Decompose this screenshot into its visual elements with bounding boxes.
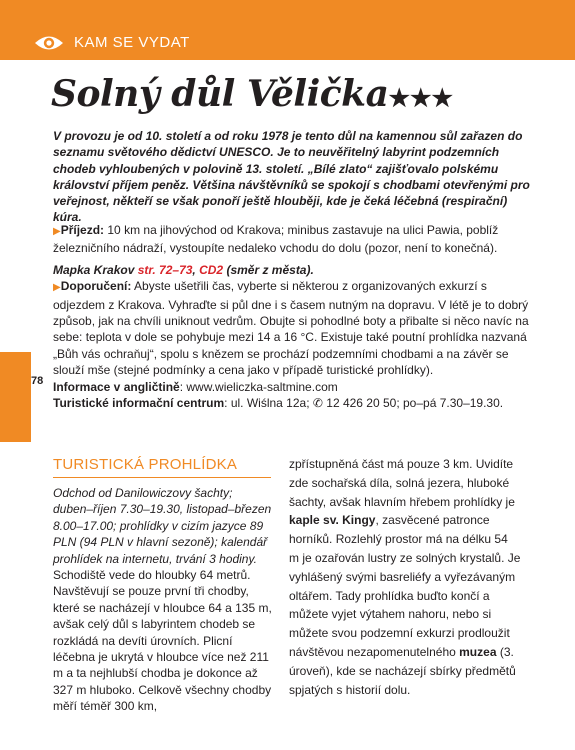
title-text: Solný důl Vělička [51,73,389,115]
tour-heading: TURISTICKÁ PROHLÍDKA [53,456,238,473]
practical-info [53,222,533,411]
phone-icon: ✆ [312,396,323,411]
english-label: Informace v angličtině [53,379,180,394]
tip-text: Abyste ušetřili čas, vyberte si některou z organizovaných exkurzí s odjezdem z Krakova. Vyhraďte si půl dne i s časem nutným na dopravu. V létě je to dobrý způsob, jak na chvíli uniknout vedrům. Obujte si pohodlné boty a přibalte si něco navíc na sebe: teplota v dole se pohybuje mezi 14 a 16 °C. Existuje také poutní prohlídka nazvaná „Bůh vás ochraňuj“, spolu s knězem se prochází podzemními chodbami a na závěr se slouží mše (stejné podmínky a cena jako v případě turistické prohlídky). [53,279,529,378]
tour-column-right [289,455,521,699]
tourist-label: Turistické informační centrum [53,396,225,411]
museum-name: muzea [459,644,497,659]
page-title [51,70,453,122]
page-edge-tab [0,352,31,442]
map-direction: (směr z města). [223,262,314,277]
arrival-text: 10 km na jihovýchod od Krakova; minibus zastavuje na ulici Pawia, poblíž železničního nádraží, vystoupíte nedaleko vchodu do dolu (pozor, není to konečná). [53,223,499,256]
arrival-paragraph [53,222,533,257]
tourist-text: : ul. Wiślna 12a; [224,396,313,411]
map-grid-link[interactable]: CD2 [199,262,224,277]
arrow-bullet-icon: ▶ [53,226,61,237]
rating-stars: ★★★ [388,83,453,112]
tour-text-right: zpřístupněná část má pouze 3 km. Uvidíte zde sochařská díla, solná jezera, hluboké šachty, avšak hlavním hřebem prohlídky je kaple sv. Kingy, zasvěcené patronce horníků. Rozlehlý prostor má na délku 54 m je ozařován lustry ze solných krystalů. Je vyhlášený svými basreliéfy a vyřezávaným oltářem. Tady prohlídka buďto končí a můžete vyjet výtahem nahoru, nebo si můžete svou podzemní exkurzi prodloužit návštěvou nezapomenutelného muzea (3. úroveň), kde se nacházejí sbírky předmětů spjatých s historií dolu. [289,457,521,697]
intro-paragraph: V provozu je od 10. století a od roku 1978 je tento důl na kamennou sůl zařazen do seznamu světového dědictví UNESCO. Je to neuvěřitelný labyrint podzemních chodeb vyhloubených v polovině 13. století. „Bílé zlato“ zajišťovalo polskému království příjem peněz. Většina návštěvníků se spokojí s chodbami otevřenými pro veřejnost, někteří se však ponoří ještě hlouběji, kde je čeká léčebná (respirační) kúra. [53,129,530,225]
section-label: KAM SE VYDAT [74,34,190,51]
heading-divider [53,477,271,478]
tour-text-left: Schodiště vede do hloubky 64 metrů. Navštěvují se pouze první tři chodby, které se nacházejí v hloubce 64 a 135 m, avšak celý důl s labyrintem chodeb se rozkládá na devíti úrovních. Plicní léčebna je ukrytá v hloubce více než 211 m a ta nejhlubší chodba je dokonce až 327 m hluboko. Celkově všechny chodby měří téměř 300 km, [53,568,272,714]
eye-icon [34,33,64,58]
section-header-bar [0,0,575,60]
english-info [53,379,533,395]
arrow-bullet-icon: ▶ [53,282,61,294]
arrival-label: Příjezd: [60,223,105,237]
map-reference [53,262,533,278]
tourist-info [53,395,533,411]
tour-hours: Odchod od Danilowiczovy šachty; duben–říjen 7.30–19.30, listopad–březen 8.00–17.00; prohlídky v cizím jazyce 89 PLN (94 PLN v hlavní sezoně); kalendář prohlídek na internetu, trvání 3 hodiny. [53,486,272,566]
tourist-phone: 12 426 20 50; po–pá 7.30–19.30. [322,396,504,411]
chapel-name: kaple sv. Kingy [289,513,376,528]
tip-label: Doporučení: [60,279,132,294]
page-number: 78 [31,375,44,387]
tour-column-left [53,485,275,715]
map-page-link[interactable]: str. 72–73 [137,262,193,277]
map-label: Mapka Krakov [53,262,138,277]
english-text[interactable]: : www.wieliczka-saltmine.com [179,379,338,394]
map-separator: , [192,262,200,277]
tip-paragraph [53,278,533,378]
